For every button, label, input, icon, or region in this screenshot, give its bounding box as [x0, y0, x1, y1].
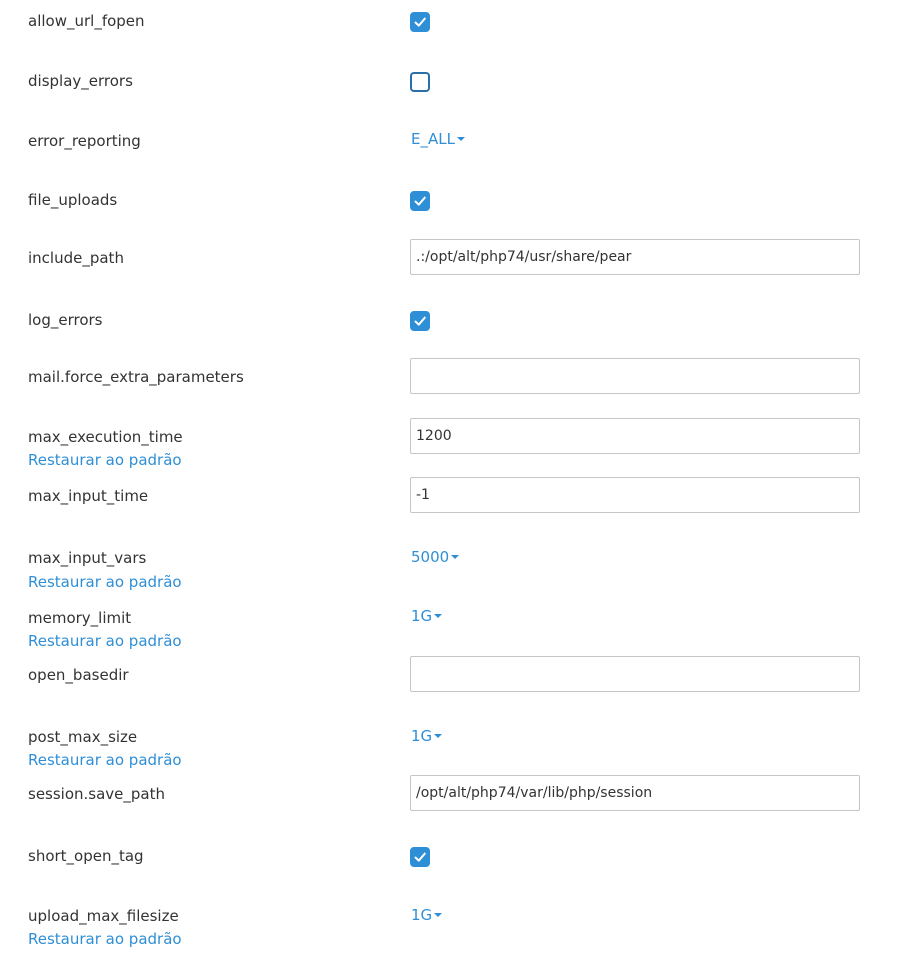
- checkmark-icon: [412, 193, 428, 209]
- post-max-size-restore-link[interactable]: Restaurar ao padrão: [28, 751, 182, 769]
- checkmark-icon: [412, 313, 428, 329]
- post-max-size-dropdown[interactable]: [411, 726, 442, 746]
- error-reporting-dropdown[interactable]: [411, 129, 465, 149]
- error-reporting-value: E_ALL: [411, 130, 455, 148]
- caret-down-icon: [434, 734, 442, 738]
- max-input-time-input[interactable]: [410, 477, 860, 513]
- max-input-vars-dropdown[interactable]: [411, 547, 459, 567]
- memory-limit-value: 1G: [411, 607, 433, 625]
- caret-down-icon: [434, 913, 442, 917]
- upload-max-filesize-label: upload_max_filesize: [28, 907, 179, 925]
- max-input-vars-label: max_input_vars: [28, 549, 147, 567]
- max-input-time-label: max_input_time: [28, 487, 149, 505]
- display-errors-checkbox[interactable]: [410, 72, 430, 92]
- max-execution-time-label: max_execution_time: [28, 428, 183, 446]
- max-execution-time-restore-link[interactable]: Restaurar ao padrão: [28, 451, 182, 469]
- caret-down-icon: [451, 555, 459, 559]
- open-basedir-input[interactable]: [410, 656, 860, 692]
- upload-max-filesize-restore-link[interactable]: Restaurar ao padrão: [28, 930, 182, 948]
- log-errors-label: log_errors: [28, 311, 103, 329]
- post-max-size-value: 1G: [411, 727, 433, 745]
- max-input-vars-restore-link[interactable]: Restaurar ao padrão: [28, 573, 182, 591]
- include-path-input[interactable]: [410, 239, 860, 275]
- short-open-tag-checkbox[interactable]: [410, 847, 430, 867]
- mail-force-extra-parameters-input[interactable]: [410, 358, 860, 394]
- checkmark-icon: [412, 849, 428, 865]
- caret-down-icon: [457, 137, 465, 141]
- max-input-vars-value: 5000: [411, 548, 450, 566]
- mail-force-extra-parameters-label: mail.force_extra_parameters: [28, 368, 244, 386]
- file-uploads-checkbox[interactable]: [410, 191, 430, 211]
- memory-limit-label: memory_limit: [28, 609, 132, 627]
- log-errors-checkbox[interactable]: [410, 311, 430, 331]
- upload-max-filesize-value: 1G: [411, 906, 433, 924]
- session-save-path-input[interactable]: [410, 775, 860, 811]
- post-max-size-label: post_max_size: [28, 728, 138, 746]
- allow-url-fopen-label: allow_url_fopen: [28, 12, 145, 30]
- session-save-path-label: session.save_path: [28, 785, 166, 803]
- memory-limit-dropdown[interactable]: [411, 606, 442, 626]
- caret-down-icon: [434, 614, 442, 618]
- allow-url-fopen-checkbox[interactable]: [410, 12, 430, 32]
- open-basedir-label: open_basedir: [28, 666, 129, 684]
- upload-max-filesize-dropdown[interactable]: [411, 905, 442, 925]
- include-path-label: include_path: [28, 249, 124, 267]
- error-reporting-label: error_reporting: [28, 132, 141, 150]
- checkmark-icon: [412, 14, 428, 30]
- file-uploads-label: file_uploads: [28, 191, 118, 209]
- memory-limit-restore-link[interactable]: Restaurar ao padrão: [28, 632, 182, 650]
- display-errors-label: display_errors: [28, 72, 133, 90]
- short-open-tag-label: short_open_tag: [28, 847, 144, 865]
- max-execution-time-input[interactable]: [410, 418, 860, 454]
